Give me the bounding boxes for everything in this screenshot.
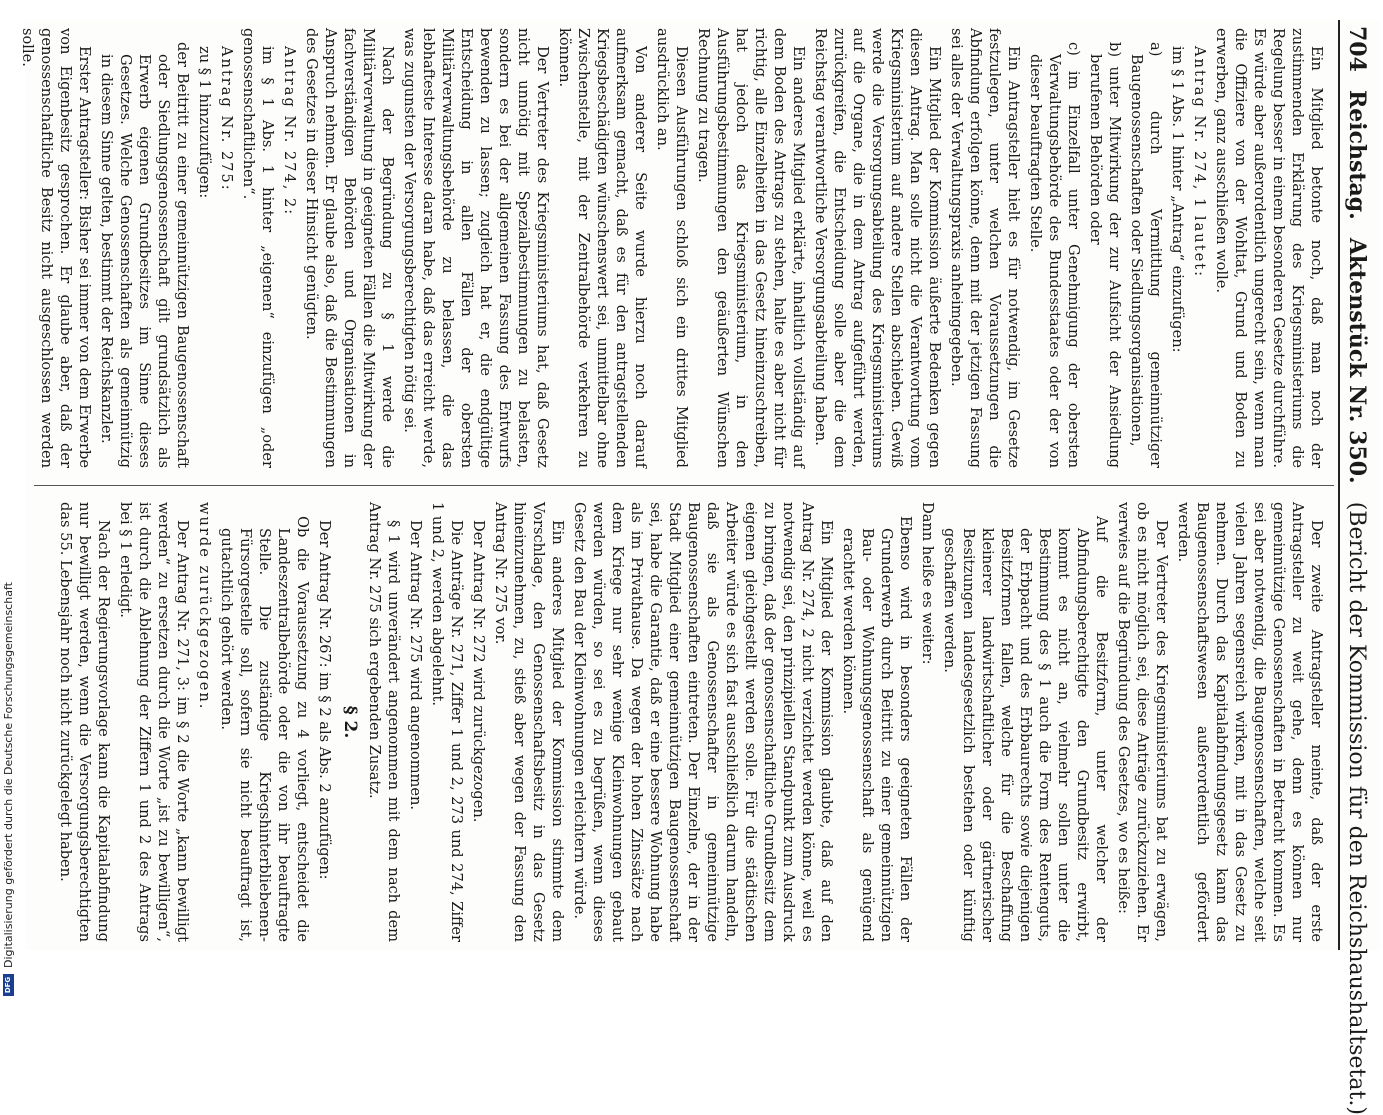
right-column bbox=[31, 502, 1326, 942]
paragraph: Diesen Ausführungen schloß sich ein drittes Mitglied ausdrücklich an. bbox=[654, 28, 690, 468]
paragraph: Ein anderes Mitglied erklärte, inhaltlich vollständig auf dem Boden des Antrags zu stehen, halte es aber nicht für richtig, alle Einzelheiten in das Gesetz hineinzuschreiben, hat jedoch das Kriegsministerium, in den Ausführungsbestimmungen den geäußerten Wünschen Rechnung zu tragen. bbox=[695, 28, 807, 468]
rotated-page bbox=[19, 20, 1380, 1115]
paragraph: Von anderer Seite wurde hierzu noch darauf aufmerksam gemacht, daß es für den antragstellenden Kriegsbeschädigten wünschenswert sei, unmittelbar ohne Zwischenstelle, mit der Zentralbehörde verkehren zu können. bbox=[556, 28, 649, 468]
paragraph: wurde zurückgezogen. bbox=[196, 502, 213, 711]
header-title: Reichstag. bbox=[1344, 89, 1370, 220]
paragraph: Antrag Nr. 275: bbox=[218, 46, 235, 192]
paragraph: Ein Mitglied betonte noch, daß man noch der zustimmenden Erklärung des Kriegsministeriums die Regelung besser in einem besonderen Gesetze durchführe. Es würde aber außerordentlich ungerecht sein, wenn man die Offiziere von der Wohltat, Grund und Boden zu erwerben, ganz ausschließen wolle. bbox=[1213, 28, 1325, 468]
list-item: c) im Einzelfall unter Genehmigung der obersten Verwaltungsbehörde des Bundesstaates oder der von dieser beauftragten Stelle. bbox=[1027, 42, 1082, 468]
section-heading: § 2. bbox=[340, 705, 360, 739]
page-header bbox=[1338, 20, 1380, 1115]
paragraph: Der Vertreter des Kriegsministeriums bat zu erwägen, ob es nicht möglich sei, diese Anträge zurückzuziehen. Er verwies auf die Begründung des Gesetzes, wo es heiße: bbox=[1115, 502, 1170, 942]
paragraph: der Beitritt zu einer gemeinnützigen Baugenossenschaft oder Siedlungsgenossenschaft gilt grundsätzlich als Erwerb eigenen Grundbesitzes im Sinne dieses Gesetzes. Welche Genossenschaften als gemeinnützig in diesem Sinne gelten, bestimmt der Reichskanzler. bbox=[98, 42, 191, 468]
paragraph: Der Antrag Nr. 275 wird angenommen. bbox=[407, 520, 424, 811]
paragraph: Antrag Nr. 274, 2: bbox=[281, 46, 298, 217]
paragraph: im § 1 Abs. 1 hinter „Antrag“ einzufügen: bbox=[1169, 46, 1186, 353]
funding-note bbox=[2, 582, 15, 996]
paragraph: Der Antrag Nr. 272 wird zurückgezogen. bbox=[470, 520, 487, 823]
paragraph: Die Anträge Nr. 271, Ziffer 1 und 2, 273 und 274, Ziffer 1 und 2, werden abgelehnt. bbox=[429, 502, 465, 942]
paragraph: Erster Antragsteller: Bisher sei immer von dem Erwerbe von Eigenbesitz gesprochen. Er glaube aber, daß der genossenschaftliche Besitz nicht ausgeschlossen werden solle. bbox=[19, 28, 93, 468]
list-item: b) unter Mitwirkung der zur Aufsicht der Ansiedlung berufenen Behörden oder bbox=[1087, 42, 1123, 468]
list-item: a) durch Vermittlung gemeinnütziger Baugenossenschaften oder Siedlungsorganisationen, bbox=[1128, 42, 1164, 468]
paragraph: Ein Mitglied der Kommission äußerte Bedenken gegen diesen Antrag. Man solle nicht die Verantwortung vom Kriegsministerium auf andere Stellen abschieben. Gewiß werde die Versorgungsabteilung des Kriegsministeriums auf die Organe, die in dem Antrag aufgeführt werden, zurückgreifen, die Entscheidung solle aber die dem Reichstag verantwortliche Versorgungsabteilung haben. bbox=[812, 28, 943, 468]
column-divider bbox=[34, 485, 1334, 486]
paragraph: im § 1 Abs. 1 hinter „eigenen“ einzufügen „oder genossenschaftlichen“. bbox=[240, 28, 276, 468]
quote: Ebenso wird in besonders geeigneten Fällen der Grunderwerb durch Beitritt zu einer gemeinnützigen Bau- oder Wohnungsgenossenschaft als genügend erachtet werden können. bbox=[840, 516, 914, 942]
dfg-logo: DFG bbox=[3, 974, 14, 996]
paragraph: Der Antrag Nr. 271, 3: im § 2 die Worte „kann bewilligt werden“ zu ersetzen durch die Worte „ist zu bewilligen“, ist durch die Ablehnung der Ziffern 1 und 2 des Antrags bei § 1 erledigt. bbox=[117, 502, 191, 942]
paragraph: Ein Antragsteller hielt es für notwendig, im Gesetze festzulegen, unter welchen Voraussetzungen die Abfindung erfolgen könne, denn mit der jetzigen Fassung sei alles der Verwaltungspraxis anheimgegeben. bbox=[948, 28, 1022, 468]
report-title: (Bericht der Kommission für den Reichshaushaltsetat.) bbox=[1344, 501, 1369, 1115]
document-title: Aktenstück Nr. 350. bbox=[1344, 237, 1370, 484]
funding-text: Digitalisierung gefördert durch die Deutsche Forschungsgemeinschaft bbox=[2, 582, 15, 968]
paragraph: Dann heiße es weiter: bbox=[919, 502, 936, 665]
quote: Ob die Voraussetzung zu 4 vorliegt, entscheidet die Landeszentralbehörde oder die von ihr beauftragte Stelle. Die zuständige Kriegshinterbliebenen-Fürsorgestelle soll, sofern sie nicht beauftragt ist, gutachtlich gehört werden. bbox=[218, 516, 311, 942]
paragraph: Ein Mitglied der Kommission glaubte, daß auf den Antrag Nr. 274, 2 nicht verzichtet werden könne, weil es notwendig sei, den prinzipiellen Standpunkt zum Ausdruck zu bringen, daß der genossenschaftliche Grundbesitz dem eigenen gleichgestellt werden solle. Für die städtischen Arbeiter würde es sich fast ausschließlich darum handeln, daß sie als Genossenschafter in gemeinnützige Baugenossenschaften eintreten. Der Einzelne, der in der Stadt Mitglied einer gemeinnützigen Baugenossenschaft sei, habe die Garantie, daß er eine bessere Wohnung habe als im Privathause. Da wegen der hohen Zinssätze nach dem Kriege nur sehr wenige Kleinwohnungen gebaut werden würden, so sei es zu begrüßen, wenn dieses Gesetz den Bau der Kleinwohnungen erleichtern würde. bbox=[571, 502, 835, 942]
paragraph: zu § 1 hinzuzufügen: bbox=[196, 46, 213, 199]
paragraph: Ein anderes Mitglied der Kommission stimmte dem Vorschlage, den Genossenschaftsbesitz in das Gesetz hineinzunehmen, zu, stieß aber wegen der Fassung den Antrag Nr. 275 vor. bbox=[492, 502, 566, 942]
paragraph: Der Antrag Nr. 267: im § 2 als Abs. 2 anzufügen: bbox=[316, 520, 333, 880]
page-number: 704 bbox=[1344, 26, 1370, 72]
paragraph: Antrag Nr. 274, 1 lautet: bbox=[1191, 46, 1208, 278]
paragraph: Der Vertreter des Kriegsministeriums hat, daß Gesetz nicht unnötig mit Spezialbestimmungen zu belasten, sondern es bei der allgemeinen Fassung des Entwurfs bewenden zu lassen; zugleich hat er, die endgültige Entscheidung in allen Fällen der obersten Militärverwaltungsbehörde zu belassen, die das lebhafteste Interesse daran habe, daß das erreicht werde, was zugunsten der Versorgungsberechtigten nötig sei. bbox=[401, 28, 551, 468]
paragraph: Nach der Regierungsvorlage kann die Kapitalabfindung nur bewilligt werden, wenn die Versorgungsberechtigten das 55. Lebensjahr noch nicht zurückgelegt haben. bbox=[57, 502, 112, 942]
paragraph: Nach der Begründung zu § 1 werde die Militärverwaltung in geeigneten Fällen die Mitwirkung der fachverständigen Behörden und Organisationen in Anspruch nehmen. Er glaube also, daß die Bestimmungen des Gesetzes in dieser Hinsicht genügten. bbox=[303, 28, 396, 468]
paragraph: Der zweite Antragsteller meinte, daß der erste Antragsteller zu weit gehe, denn es können nur gemeinnützige Genossenschaften in Betracht kommen. Es sei aber notwendig, die Baugenossenschaften, welche seit vielen Jahren segensreich wirken, mit in das Gesetz zu nehmen. Durch das Kapitalabfindungsgesetz kann das Baugenossenschaftswesen außerordentlich gefördert werden. bbox=[1175, 502, 1325, 942]
quote: Auf die Besitzform, unter welcher der Abfindungsberechtigte den Grundbesitz erwirbt, kommt es nicht an, vielmehr sollen unter die Bestimmung des § 1 auch die Form des Rentenguts, der Erbpacht und des Erbbaurechts sowie diejenigen Besitzformen fallen, welche für die Beschaffung kleinerer landwirtschaftlicher oder gärtnerischer Besitzungen landesgesetzlich bestehen oder künftig geschaffen werden. bbox=[941, 516, 1110, 942]
paragraph: § 1 wird unverändert angenommen mit dem nach dem Antrag Nr. 275 sich ergebenden Zusatz. bbox=[366, 502, 402, 942]
left-column bbox=[19, 28, 1326, 468]
